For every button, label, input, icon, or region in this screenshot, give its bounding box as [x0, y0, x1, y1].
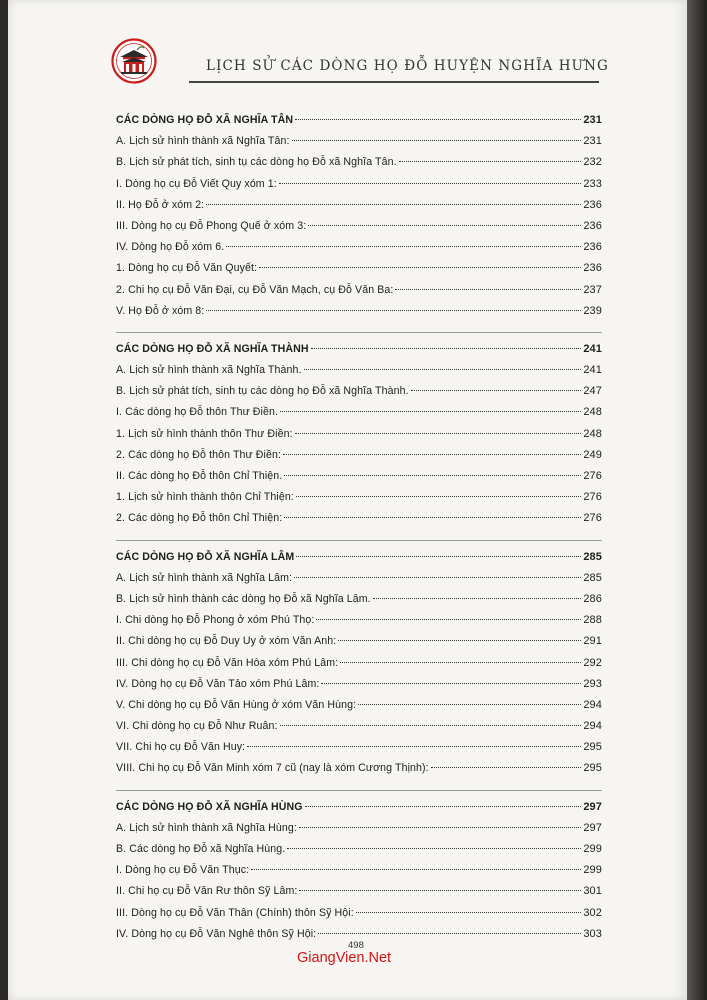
toc-entry — [116, 199, 602, 220]
section-heading — [116, 343, 602, 364]
toc-entry — [116, 822, 602, 843]
entry-page-number: 231 — [583, 114, 602, 126]
dot-leader — [321, 683, 581, 684]
entry-page-number: 286 — [583, 592, 602, 605]
entry-page-number: 297 — [583, 821, 602, 834]
entry-title: 1. Lịch sử hình thành thôn Thư Điền: — [116, 427, 293, 440]
dot-leader — [340, 662, 581, 663]
entry-title: 2. Chi họ cụ Đỗ Văn Đại, cụ Đỗ Văn Mạch, cụ Đỗ Văn Ba: — [116, 283, 394, 296]
table-of-contents — [116, 114, 602, 949]
entry-page-number: 231 — [583, 135, 602, 148]
entry-title: V. Họ Đỗ ở xóm 8: — [116, 304, 205, 317]
dot-leader — [299, 890, 581, 891]
section-heading — [116, 114, 602, 135]
dot-leader — [299, 827, 581, 828]
entry-title: II. Chi dòng họ cụ Đỗ Duy Uy ở xóm Văn Anh: — [116, 635, 337, 648]
dot-leader — [206, 204, 581, 205]
toc-entry — [116, 843, 602, 864]
toc-entry — [116, 741, 602, 762]
entry-title: III. Dòng họ cụ Đỗ Phong Quế ở xóm 3: — [116, 219, 307, 232]
dot-leader — [338, 640, 581, 641]
entry-page-number: 247 — [583, 385, 602, 398]
entry-title: II. Các dòng họ Đỗ thôn Chỉ Thiện. — [116, 470, 283, 482]
entry-page-number: 248 — [583, 427, 602, 440]
toc-entry — [116, 491, 602, 512]
entry-title: I. Các dòng họ Đỗ thôn Thư Điền. — [116, 406, 279, 419]
entry-page-number: 303 — [583, 927, 602, 940]
toc-entry — [116, 305, 602, 326]
entry-title: IV. Dòng họ cụ Đỗ Văn Tảo xóm Phú Lâm: — [116, 677, 320, 690]
entry-title: III. Chi dòng họ cụ Đỗ Văn Hòa xóm Phú Lâm: — [116, 656, 339, 669]
entry-page-number: 297 — [583, 800, 602, 813]
entry-page-number: 285 — [583, 571, 602, 584]
dot-leader — [251, 869, 581, 870]
entry-page-number: 248 — [583, 406, 602, 419]
entry-title: A. Lịch sử hình thành xã Nghĩa Hùng: — [116, 821, 297, 834]
entry-title: I. Dòng họ cụ Đỗ Viết Quy xóm 1: — [116, 177, 277, 190]
dot-leader — [279, 183, 582, 184]
entry-title: I. Dòng họ cụ Đỗ Văn Thục: — [116, 864, 250, 877]
entry-page-number: 291 — [583, 635, 602, 648]
dot-leader — [259, 267, 581, 268]
entry-title: IV. Dòng họ cụ Đỗ Văn Nghê thôn Sỹ Hội: — [116, 927, 317, 940]
entry-title: CÁC DÒNG HỌ ĐỖ XÃ NGHĨA THÀNH — [116, 342, 309, 355]
entry-page-number: 241 — [583, 364, 602, 377]
entry-page-number: 236 — [583, 262, 602, 275]
toc-entry — [116, 678, 602, 699]
toc-entry — [116, 614, 602, 635]
entry-title: 2. Các dòng họ Đỗ thôn Thư Điền: — [116, 448, 281, 461]
toc-entry — [116, 406, 602, 427]
entry-title: II. Chi họ cụ Đỗ Văn Rư thôn Sỹ Lâm: — [116, 885, 298, 898]
temple-gate-emblem-icon — [111, 38, 157, 84]
toc-entry — [116, 512, 602, 533]
dot-leader — [431, 767, 582, 768]
book-page — [8, 0, 687, 1000]
dot-leader — [318, 933, 581, 934]
dot-leader — [206, 310, 581, 311]
section-heading — [116, 801, 602, 822]
dot-leader — [295, 119, 581, 120]
toc-section — [116, 551, 602, 784]
toc-section — [116, 801, 602, 949]
entry-page-number: 276 — [583, 470, 602, 482]
watermark: GiangVien.Net — [297, 950, 392, 966]
entry-page-number: 236 — [583, 219, 602, 232]
entry-page-number: 294 — [583, 720, 602, 733]
toc-entry — [116, 385, 602, 406]
toc-entry — [116, 885, 602, 906]
dot-leader — [311, 348, 582, 349]
entry-title: 1. Lịch sử hình thành thôn Chỉ Thiện: — [116, 491, 294, 504]
toc-entry — [116, 135, 602, 156]
entry-page-number: 295 — [583, 762, 602, 775]
dot-leader — [296, 496, 581, 497]
section-heading — [116, 551, 602, 572]
toc-entry — [116, 572, 602, 593]
entry-page-number: 299 — [583, 843, 602, 855]
toc-entry — [116, 657, 602, 678]
entry-page-number: 241 — [583, 342, 602, 355]
page-number: 498 — [348, 940, 364, 951]
dot-leader — [284, 475, 581, 476]
dot-leader — [296, 556, 581, 557]
entry-page-number: 276 — [583, 512, 602, 525]
entry-title: CÁC DÒNG HỌ ĐỖ XÃ NGHĨA HÙNG — [116, 800, 303, 813]
dot-leader — [411, 390, 582, 391]
header-title: LỊCH SỬ CÁC DÒNG HỌ ĐỖ HUYỆN NGHĨA HƯNG — [206, 58, 609, 74]
toc-entry — [116, 241, 602, 262]
toc-entry — [116, 220, 602, 241]
entry-title: A. Lịch sử hình thành xã Nghĩa Thành. — [116, 364, 302, 377]
entry-title: II. Họ Đỗ ở xóm 2: — [116, 198, 205, 211]
toc-entry — [116, 364, 602, 385]
dot-leader — [280, 411, 581, 412]
entry-title: A. Lịch sử hình thành xã Nghĩa Lâm: — [116, 571, 293, 584]
entry-title: B. Lịch sử phát tích, sinh tụ các dòng họ Đỗ xã Nghĩa Tân. — [116, 156, 397, 169]
entry-page-number: 302 — [583, 906, 602, 919]
dot-leader — [284, 517, 581, 518]
entry-page-number: 295 — [583, 741, 602, 754]
dot-leader — [395, 289, 581, 290]
dot-leader — [308, 225, 581, 226]
toc-entry — [116, 449, 602, 470]
dot-leader — [287, 848, 581, 849]
entry-title: VI. Chi dòng họ cụ Đỗ Như Ruân: — [116, 720, 278, 733]
running-header — [111, 38, 609, 86]
section-divider — [116, 790, 602, 791]
entry-title: VII. Chi họ cụ Đỗ Văn Huy: — [116, 741, 246, 754]
section-divider — [116, 540, 602, 541]
entry-page-number: 292 — [583, 656, 602, 669]
entry-title: V. Chi dòng họ cụ Đỗ Văn Hùng ở xóm Văn Hùng: — [116, 698, 357, 711]
book-spine-edge — [687, 0, 707, 1000]
entry-title: CÁC DÒNG HỌ ĐỖ XÃ NGHĨA TÂN — [116, 114, 294, 126]
toc-entry — [116, 762, 602, 783]
entry-title: CÁC DÒNG HỌ ĐỖ XÃ NGHĨA LÂM — [116, 550, 295, 563]
entry-page-number: 236 — [583, 241, 602, 254]
entry-page-number: 299 — [583, 864, 602, 877]
toc-entry — [116, 470, 602, 491]
entry-title: IV. Dòng họ Đỗ xóm 6. — [116, 241, 225, 254]
toc-entry — [116, 864, 602, 885]
dot-leader — [280, 725, 582, 726]
toc-entry — [116, 720, 602, 741]
header-rule — [189, 81, 599, 83]
toc-section — [116, 343, 602, 534]
entry-page-number: 233 — [583, 177, 602, 190]
dot-leader — [358, 704, 581, 705]
entry-title: 1. Dòng họ cụ Đỗ Văn Quyết: — [116, 262, 258, 275]
dot-leader — [247, 746, 581, 747]
dot-leader — [292, 140, 582, 141]
entry-title: B. Lịch sử phát tích, sinh tụ các dòng họ Đỗ xã Nghĩa Thành. — [116, 385, 409, 398]
dot-leader — [356, 912, 582, 913]
toc-section — [116, 114, 602, 326]
toc-entry — [116, 635, 602, 656]
entry-page-number: 237 — [583, 283, 602, 296]
entry-page-number: 276 — [583, 491, 602, 504]
entry-title: A. Lịch sử hình thành xã Nghĩa Tân: — [116, 135, 290, 148]
toc-entry — [116, 262, 602, 283]
entry-page-number: 285 — [583, 550, 602, 563]
entry-title: 2. Các dòng họ Đỗ thôn Chỉ Thiện: — [116, 512, 283, 525]
section-divider — [116, 332, 602, 333]
entry-title: B. Lịch sử hình thành các dòng họ Đỗ xã Nghĩa Lâm. — [116, 592, 371, 605]
entry-title: VIII. Chi họ cụ Đỗ Văn Minh xóm 7 cũ (nay là xóm Cương Thịnh): — [116, 762, 429, 775]
entry-page-number: 236 — [583, 198, 602, 211]
dot-leader — [316, 619, 581, 620]
dot-leader — [294, 577, 581, 578]
entry-page-number: 294 — [583, 698, 602, 711]
entry-page-number: 239 — [583, 304, 602, 317]
entry-title: I. Chi dòng họ Đỗ Phong ở xóm Phú Thọ: — [116, 614, 315, 627]
toc-entry — [116, 428, 602, 449]
entry-page-number: 232 — [583, 156, 602, 169]
entry-page-number: 288 — [583, 614, 602, 627]
toc-entry — [116, 699, 602, 720]
dot-leader — [305, 806, 582, 807]
toc-entry — [116, 593, 602, 614]
toc-entry — [116, 907, 602, 928]
dot-leader — [373, 598, 582, 599]
dot-leader — [295, 433, 582, 434]
entry-title: B. Các dòng họ Đỗ xã Nghĩa Hùng. — [116, 843, 286, 855]
toc-entry — [116, 284, 602, 305]
entry-title: III. Dòng họ cụ Đỗ Văn Thân (Chính) thôn Sỹ Hội: — [116, 906, 354, 919]
entry-page-number: 293 — [583, 677, 602, 690]
dot-leader — [399, 161, 582, 162]
toc-entry — [116, 156, 602, 177]
entry-page-number: 301 — [583, 885, 602, 898]
dot-leader — [283, 454, 581, 455]
dot-leader — [226, 246, 581, 247]
toc-entry — [116, 178, 602, 199]
dot-leader — [304, 369, 582, 370]
entry-page-number: 249 — [583, 448, 602, 461]
